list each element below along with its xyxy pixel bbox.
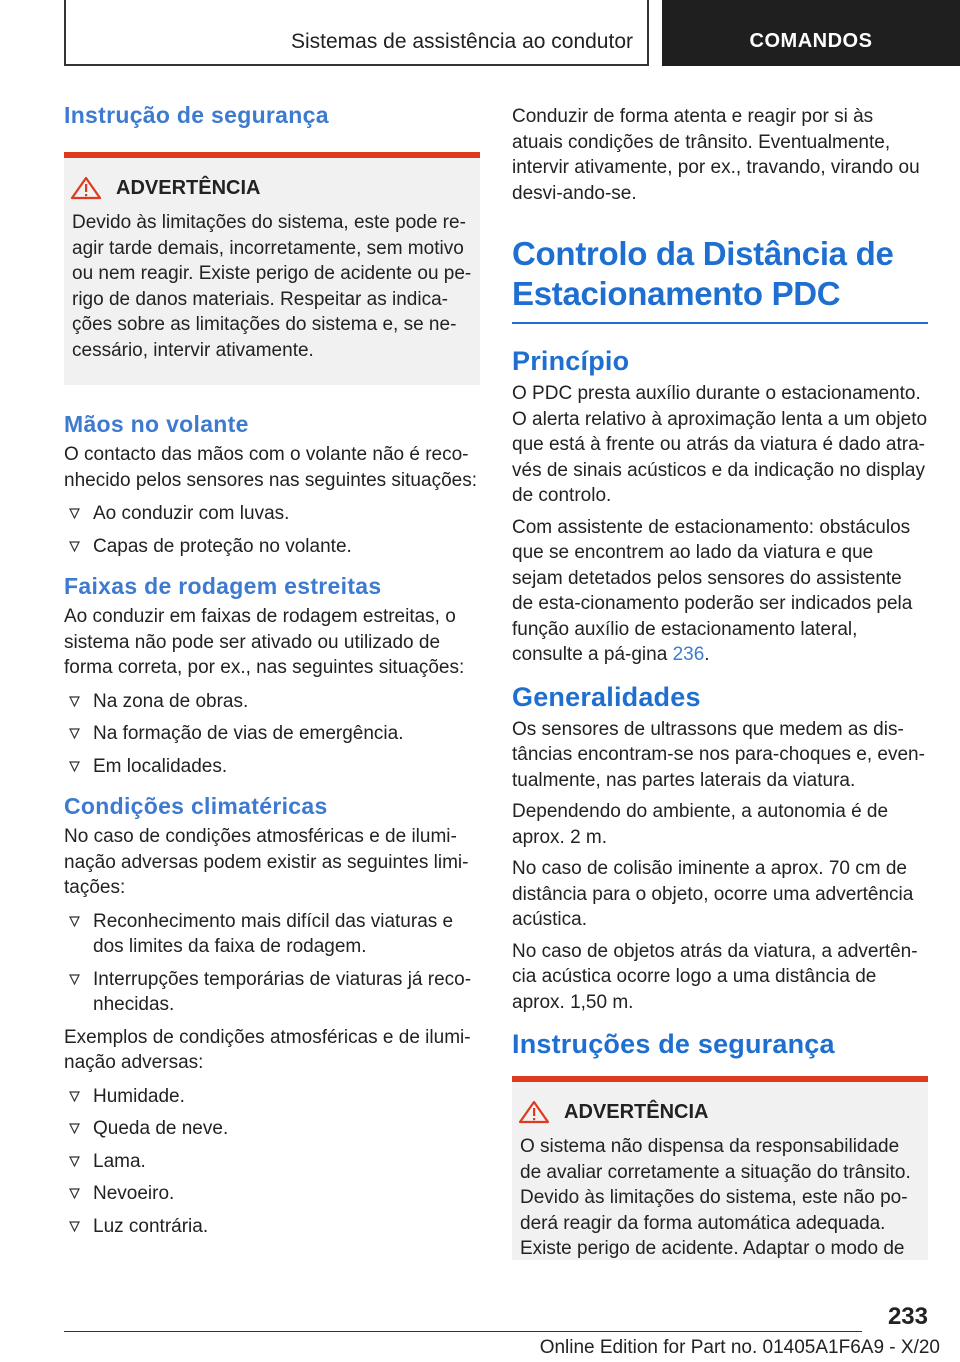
warning-label: ADVERTÊNCIA xyxy=(116,176,261,199)
list-item: Ao conduzir com luvas. xyxy=(64,501,480,527)
list-item: Luz contrária. xyxy=(64,1214,480,1240)
footer-edition: Online Edition for Part no. 01405A1F6A9 - X/20 xyxy=(539,1337,940,1358)
list-item: Queda de neve. xyxy=(64,1116,480,1142)
general-text-4: No caso de objetos atrás da viatura, a advertên-cia acústica ocorre logo a uma distância de aprox. 1,50 m. xyxy=(512,940,918,1013)
general-text-1: Os sensores de ultrassons que medem as dis-tâncias encontram-se nos para-choques e, even-tualmente, nas partes laterais da viatura. xyxy=(512,718,925,791)
triangle-bullet-icon xyxy=(69,1156,80,1167)
principle-text-1: O PDC presta auxílio durante o estacionamento. O alerta relativo à aproximação lenta a um objeto que está à frente ou atrás da viatura é dado atra-vés de sinais acústicos e da indicação no display de controlo. xyxy=(512,383,928,506)
hands-text: O contacto das mãos com o volante não é reco-nhecido pelos sensores nas seguintes situações: xyxy=(64,444,477,491)
warning-triangle-icon xyxy=(518,1100,550,1124)
heading-weather-conditions: Condições climatéricas xyxy=(64,793,328,819)
list-item: Lama. xyxy=(64,1149,480,1175)
list-item: Capas de proteção no volante. xyxy=(64,534,480,560)
footer-rule xyxy=(64,1331,862,1332)
left-column xyxy=(64,100,480,1246)
triangle-bullet-icon xyxy=(69,1123,80,1134)
list-item: Reconhecimento mais difícil das viaturas e dos limites da faixa de rodagem. xyxy=(64,909,480,960)
chapter-tab-label: COMANDOS xyxy=(749,30,873,52)
warning-header xyxy=(512,1082,928,1124)
heading-rule xyxy=(512,322,928,324)
heading-hands-on-wheel: Mãos no volante xyxy=(64,411,249,437)
weather-list xyxy=(64,909,480,1018)
examples-text: Exemplos de condições atmosféricas e de ilumi-nação adversas: xyxy=(64,1026,471,1073)
lanes-text: Ao conduzir em faixas de rodagem estreitas, o sistema não pode ser ativado ou utilizado de forma correta, por ex., nas seguintes situações: xyxy=(64,606,465,678)
warning-triangle-icon xyxy=(70,176,102,200)
warning-header xyxy=(64,158,480,200)
heading-principle: Princípio xyxy=(512,346,630,376)
section-title-box xyxy=(64,0,649,66)
list-item: Humidade. xyxy=(64,1084,480,1110)
examples-list xyxy=(64,1084,480,1240)
triangle-bullet-icon xyxy=(69,541,80,552)
triangle-bullet-icon xyxy=(69,508,80,519)
list-item: Na formação de vias de emergência. xyxy=(64,721,480,747)
section-title: Sistemas de assistência ao condutor xyxy=(290,30,633,53)
heading-general: Generalidades xyxy=(512,681,701,712)
list-item: Em localidades. xyxy=(64,754,480,780)
list-item: Nevoeiro. xyxy=(64,1181,480,1207)
warning-box xyxy=(64,152,480,385)
right-column xyxy=(512,104,928,1260)
lanes-list xyxy=(64,689,480,780)
triangle-bullet-icon xyxy=(69,761,80,772)
heading-safety-instruction: Instrução de segurança xyxy=(64,102,329,128)
page-number: 233 xyxy=(887,1303,928,1330)
triangle-bullet-icon xyxy=(69,1188,80,1199)
warning-box xyxy=(512,1076,928,1260)
warning-text: O sistema não dispensa da responsabilidade de avaliar corretamente a situação do trânsito. Devido às limitações do sistema, este não po-derá reagir da forma automática adequada. Existe perigo de acidente. Adaptar o modo de xyxy=(520,1136,911,1259)
heading-safety-instructions: Instruções de segurança xyxy=(512,1029,835,1059)
page-header xyxy=(0,0,960,66)
page-link[interactable]: 236 xyxy=(672,644,705,665)
warning-text: Devido às limitações do sistema, este pode re-agir tarde demais, incorretamente, sem motivo ou nem reagir. Existe perigo de acidente ou pe-rigo de danos materiais. Respeitar as indica-ções sobre as limitações do sistema e, se ne-cessário, intervir ativamente. xyxy=(72,212,472,361)
triangle-bullet-icon xyxy=(69,1091,80,1102)
weather-text: No caso de condições atmosféricas e de ilumi-nação adversas podem existir as seguintes limi-tações: xyxy=(64,826,469,898)
general-text-2: Dependendo do ambiente, a autonomia é de aprox. 2 m. xyxy=(512,801,889,848)
triangle-bullet-icon xyxy=(69,916,80,927)
triangle-bullet-icon xyxy=(69,974,80,985)
intro-text: Conduzir de forma atenta e reagir por si às atuais condições de trânsito. Eventualmente, intervir ativamente, por ex., travando, virando ou desvi-ando-se. xyxy=(512,106,920,204)
hands-list xyxy=(64,501,480,559)
triangle-bullet-icon xyxy=(69,696,80,707)
heading-pdc: Controlo da Distância de Estacionamento PDC xyxy=(512,235,894,312)
list-item: Interrupções temporárias de viaturas já reco-nhecidas. xyxy=(64,967,480,1018)
list-item: Na zona de obras. xyxy=(64,689,480,715)
general-text-3: No caso de colisão iminente a aprox. 70 cm de distância para o objeto, ocorre uma advertência acústica. xyxy=(512,858,914,930)
principle-text-2: Com assistente de estacionamento: obstáculos que se encontrem ao lado da viatura e que sejam detetados pelos sensores do assistente de esta-cionamento poderão ser indicados pela função auxílio de estacionamento lateral, consulte a pá-gina 236. xyxy=(512,516,913,665)
chapter-tab xyxy=(662,0,960,66)
heading-narrow-lanes: Faixas de rodagem estreitas xyxy=(64,573,382,599)
triangle-bullet-icon xyxy=(69,728,80,739)
triangle-bullet-icon xyxy=(69,1221,80,1232)
warning-label: ADVERTÊNCIA xyxy=(564,1100,709,1123)
